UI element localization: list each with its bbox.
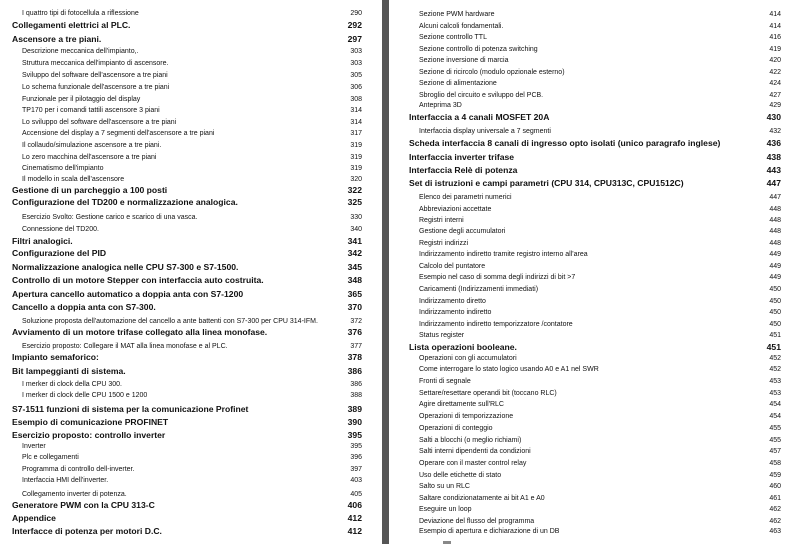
toc-section-entry[interactable] [22, 153, 362, 163]
toc-chapter-entry[interactable] [12, 262, 362, 273]
toc-section-entry[interactable] [419, 389, 781, 399]
toc-section-entry[interactable] [419, 527, 781, 537]
toc-entry-title: Sezione controllo TTL [419, 34, 487, 41]
toc-page-number: 449 [769, 263, 781, 270]
toc-page-number: 443 [766, 165, 781, 175]
toc-page-number: 451 [769, 332, 781, 339]
toc-entry-title: Lo zero macchina dell'ascensore a tre piani [22, 154, 157, 161]
toc-page-number: 450 [769, 321, 781, 328]
toc-chapter-entry[interactable] [12, 197, 362, 208]
toc-page-number: 449 [769, 251, 781, 258]
toc-section-entry[interactable] [419, 482, 781, 492]
toc-page-number: 314 [350, 107, 362, 114]
toc-entry-title: Sezione controllo di potenza switching [419, 46, 538, 53]
toc-page-number: 376 [347, 327, 362, 337]
toc-entry-title: Set di istruzioni e campi parametri (CPU 314, CPU313C, CPU1512C) [409, 178, 684, 188]
toc-page-number: 406 [347, 500, 362, 510]
toc-page-number: 365 [347, 289, 362, 299]
toc-chapter-entry[interactable] [12, 500, 362, 511]
toc-entry-title: Salto su un RLC [419, 483, 470, 490]
toc-entry-title: Sviluppo del software dell'ascensore a tre piani [22, 72, 168, 79]
toc-page-number: 319 [350, 154, 362, 161]
toc-section-entry[interactable] [22, 83, 362, 93]
toc-section-entry[interactable] [22, 164, 362, 174]
toc-chapter-entry[interactable] [12, 352, 362, 363]
toc-entry-title: Descrizione meccanica dell'impianto,. [22, 48, 139, 55]
toc-section-entry[interactable] [419, 308, 781, 318]
toc-page-number: 397 [350, 466, 362, 473]
toc-page-number: 422 [769, 69, 781, 76]
toc-page-number: 457 [769, 448, 781, 455]
toc-page-number: 450 [769, 298, 781, 305]
toc-entry-title: Cancello a doppia anta con S7-300. [12, 302, 156, 312]
toc-section-entry[interactable] [419, 193, 781, 203]
toc-section-entry[interactable] [419, 273, 781, 283]
toc-page-number: 348 [347, 275, 362, 285]
toc-page-number: 372 [350, 318, 362, 325]
toc-page-number: 451 [766, 342, 781, 352]
toc-entry-title: Collegamento inverter di potenza. [22, 491, 127, 498]
toc-entry-title: Operazioni di temporizzazione [419, 413, 514, 420]
toc-section-entry[interactable] [22, 453, 362, 463]
toc-section-entry[interactable] [419, 91, 781, 101]
toc-section-entry[interactable] [419, 320, 781, 330]
toc-section-entry[interactable] [419, 297, 781, 307]
toc-page-number: 303 [350, 60, 362, 67]
toc-page-number: 319 [350, 165, 362, 172]
toc-entry-title: Esempio nel caso di somma degli indirizzi di bit >7 [419, 274, 576, 281]
toc-chapter-entry[interactable] [12, 20, 362, 31]
toc-section-entry[interactable] [22, 342, 362, 352]
toc-page-number: 448 [769, 240, 781, 247]
toc-section-entry[interactable] [22, 95, 362, 105]
toc-entry-title: Impianto semaforico: [12, 352, 99, 362]
toc-entry-title: Interfacce di potenza per motori D.C. [12, 526, 162, 536]
toc-chapter-entry[interactable] [12, 302, 362, 313]
toc-entry-title: Lista operazioni booleane. [409, 342, 517, 352]
toc-entry-title: Collegamenti elettrici al PLC. [12, 20, 131, 30]
toc-entry-title: Appendice [12, 513, 56, 523]
toc-section-entry[interactable] [419, 494, 781, 504]
toc-page-number: 462 [769, 506, 781, 513]
toc-page-number: 420 [769, 57, 781, 64]
toc-page-number: 386 [350, 381, 362, 388]
toc-page-number: 403 [350, 477, 362, 484]
toc-page-number: 412 [347, 526, 362, 536]
toc-chapter-entry[interactable] [409, 178, 781, 189]
toc-entry-title: Sezione PWM hardware [419, 11, 495, 18]
toc-section-entry[interactable] [22, 9, 362, 19]
toc-page-number: 320 [350, 176, 362, 183]
toc-entry-title: Il collaudo/simulazione ascensore a tre piani. [22, 142, 162, 149]
toc-page-number: 319 [350, 142, 362, 149]
toc-section-entry[interactable] [22, 106, 362, 116]
toc-section-entry[interactable] [22, 47, 362, 57]
toc-page-number: 450 [769, 286, 781, 293]
toc-entry-title: Esempio di comunicazione PROFINET [12, 417, 169, 427]
toc-page-number: 454 [769, 401, 781, 408]
toc-section-entry[interactable] [22, 175, 362, 185]
toc-entry-title: Agire direttamente sull'RLC [419, 401, 504, 408]
toc-section-entry[interactable] [419, 227, 781, 237]
toc-page-number: 303 [350, 48, 362, 55]
toc-chapter-entry[interactable] [12, 430, 362, 441]
toc-entry-title: Gestione degli accumulatori [419, 228, 506, 235]
toc-page-number: 405 [350, 491, 362, 498]
toc-entry-title: I merker di clock delle CPU 1500 e 1200 [22, 392, 148, 399]
toc-entry-title: Lo sviluppo del software dell'ascensore a tre piani [22, 119, 177, 126]
toc-entry-title: Saltare condizionatamente ai bit A1 e A0 [419, 495, 545, 502]
toc-entry-title: Eseguire un loop [419, 506, 472, 513]
toc-page-number: 432 [769, 128, 781, 135]
toc-chapter-entry[interactable] [12, 513, 362, 524]
toc-section-entry[interactable] [419, 412, 781, 422]
toc-page-number: 322 [347, 185, 362, 195]
toc-page-number: 412 [347, 513, 362, 523]
toc-entry-title: Calcolo del puntatore [419, 263, 486, 270]
toc-entry-title: Sezione di ricircolo (modulo opzionale esterno) [419, 69, 565, 76]
toc-entry-title: Cinematismo dell'impianto [22, 165, 104, 172]
toc-entry-title: Controllo di un motore Stepper con interfaccia auto costruita. [12, 275, 264, 285]
toc-section-entry[interactable] [419, 127, 781, 137]
toc-page-number: 414 [769, 23, 781, 30]
toc-entry-title: Salti a blocchi (o meglio richiami) [419, 437, 522, 444]
toc-chapter-entry[interactable] [12, 236, 362, 247]
toc-section-entry[interactable] [419, 10, 781, 20]
toc-section-entry[interactable] [419, 354, 781, 364]
toc-section-entry[interactable] [22, 380, 362, 390]
toc-entry-title: Ascensore a tre piani. [12, 34, 102, 44]
toc-page-number: 330 [350, 214, 362, 221]
toc-page-number: 395 [347, 430, 362, 440]
toc-entry-title: Normalizzazione analogica nelle CPU S7-300 e S7-1500. [12, 262, 239, 272]
toc-entry-title: Accensione del display a 7 segmenti dell'ascensore a tre piani [22, 130, 215, 137]
toc-entry-title: Operazioni con gli accumulatori [419, 355, 517, 362]
toc-entry-title: Settare/resettare operandi bit (toccano RLC) [419, 390, 557, 397]
toc-section-entry[interactable] [22, 476, 362, 486]
toc-section-entry[interactable] [22, 490, 362, 500]
toc-section-entry[interactable] [419, 400, 781, 410]
toc-section-entry[interactable] [22, 442, 362, 452]
toc-page-number: 447 [766, 178, 781, 188]
toc-entry-title: Avviamento di un motore trifase collegato alla linea monofase. [12, 327, 268, 337]
toc-page-number: 414 [769, 11, 781, 18]
toc-entry-title: Indirizzamento indiretto tramite registro interno all'area [419, 251, 588, 258]
toc-section-entry[interactable] [419, 205, 781, 215]
toc-section-entry[interactable] [419, 447, 781, 457]
toc-right-column [389, 0, 791, 544]
toc-section-entry[interactable] [419, 239, 781, 249]
toc-page-number: 448 [769, 228, 781, 235]
toc-page-number: 396 [350, 454, 362, 461]
toc-entry-title: Lo schema funzionale dell'ascensore a tre piani [22, 84, 170, 91]
toc-entry-title: Generatore PWM con la CPU 313-C [12, 500, 155, 510]
toc-page-number: 448 [769, 217, 781, 224]
toc-page-number: 378 [347, 352, 362, 362]
toc-chapter-entry[interactable] [12, 275, 362, 286]
toc-section-entry[interactable] [419, 79, 781, 89]
toc-chapter-entry[interactable] [12, 34, 362, 45]
toc-page-number: 453 [769, 390, 781, 397]
toc-page-number: 325 [347, 197, 362, 207]
toc-entry-title: Programma di controllo dell-inverter. [22, 466, 135, 473]
toc-entry-title: Configurazione del PID [12, 248, 107, 258]
toc-section-entry[interactable] [419, 262, 781, 272]
toc-page-number: 419 [769, 46, 781, 53]
toc-section-entry[interactable] [22, 129, 362, 139]
toc-page-number: 427 [769, 92, 781, 99]
toc-page-number: 345 [347, 262, 362, 272]
toc-entry-title: Interfaccia a 4 canali MOSFET 20A [409, 112, 550, 122]
toc-entry-title: Connessione del TD200. [22, 226, 99, 233]
toc-page-number: 306 [350, 84, 362, 91]
toc-chapter-entry[interactable] [409, 152, 781, 163]
toc-page-number: 340 [350, 226, 362, 233]
toc-section-entry[interactable] [419, 216, 781, 226]
toc-page-number: 341 [347, 236, 362, 246]
toc-page-number: 389 [347, 404, 362, 414]
toc-section-entry[interactable] [22, 317, 362, 327]
toc-page-number: 436 [766, 138, 781, 148]
toc-page-number: 454 [769, 413, 781, 420]
toc-entry-title: Come interrogare lo stato logico usando A0 e A1 nel SWR [419, 366, 599, 373]
toc-entry-title: Interfaccia Relè di potenza [409, 165, 518, 175]
toc-entry-title: Apertura cancello automatico a doppia anta con S7-1200 [12, 289, 244, 299]
toc-page-number: 386 [347, 366, 362, 376]
toc-page-number: 395 [350, 443, 362, 450]
toc-page-number: 452 [769, 355, 781, 362]
toc-chapter-entry[interactable] [12, 417, 362, 428]
toc-chapter-entry[interactable] [409, 165, 781, 176]
toc-entry-title: Status register [419, 332, 465, 339]
toc-page-number: 448 [769, 206, 781, 213]
toc-chapter-entry[interactable] [409, 342, 781, 353]
toc-entry-title: Elenco dei parametri numerici [419, 194, 512, 201]
toc-chapter-entry[interactable] [12, 526, 362, 537]
toc-section-entry[interactable] [22, 225, 362, 235]
toc-chapter-entry[interactable] [12, 289, 362, 300]
toc-page-number: 447 [769, 194, 781, 201]
toc-page-number: 317 [350, 130, 362, 137]
toc-entry-title: Registri interni [419, 217, 464, 224]
page-divider [382, 0, 389, 544]
toc-page-number: 370 [347, 302, 362, 312]
toc-page-number: 305 [350, 72, 362, 79]
toc-section-entry[interactable] [22, 118, 362, 128]
toc-section-entry[interactable] [419, 517, 781, 527]
toc-entry-title: Indirizzamento indiretto temporizzatore /contatore [419, 321, 573, 328]
toc-section-entry[interactable] [419, 331, 781, 341]
toc-entry-title: Salti interni dipendenti da condizioni [419, 448, 531, 455]
toc-page-number: 416 [769, 34, 781, 41]
toc-page-number: 455 [769, 437, 781, 444]
toc-chapter-entry[interactable] [12, 404, 362, 415]
toc-chapter-entry[interactable] [409, 112, 781, 123]
toc-page-number: 297 [347, 34, 362, 44]
toc-entry-title: Configurazione del TD200 e normalizzazione analogica. [12, 197, 238, 207]
toc-entry-title: Uso delle etichette di stato [419, 472, 502, 479]
toc-section-entry[interactable] [419, 250, 781, 260]
toc-page-number: 455 [769, 425, 781, 432]
toc-entry-title: Registri indirizzi [419, 240, 469, 247]
toc-entry-title: Interfaccia inverter trifase [409, 152, 515, 162]
toc-page-number: 453 [769, 378, 781, 385]
toc-entry-title: Operazioni di conteggio [419, 425, 493, 432]
toc-page-number: 461 [769, 495, 781, 502]
toc-section-entry[interactable] [419, 101, 781, 111]
toc-entry-title: Esempio di apertura e dichiarazione di un DB [419, 528, 560, 535]
toc-entry-title: Operare con il master control relay [419, 460, 527, 467]
toc-entry-title: Anteprima 3D [419, 102, 462, 109]
toc-entry-title: TP170 per i comandi tattili ascensore 3 piani [22, 107, 160, 114]
toc-entry-title: Filtri analogici. [12, 236, 73, 246]
toc-entry-title: Sezione di alimentazione [419, 80, 497, 87]
toc-section-entry[interactable] [22, 59, 362, 69]
toc-page-number: 463 [769, 528, 781, 535]
toc-page-number: 458 [769, 460, 781, 467]
toc-page-number: 308 [350, 96, 362, 103]
toc-section-entry[interactable] [419, 436, 781, 446]
toc-section-entry[interactable] [419, 471, 781, 481]
toc-chapter-entry[interactable] [12, 185, 362, 196]
toc-section-entry[interactable] [419, 377, 781, 387]
toc-entry-title: Deviazione del flusso del programma [419, 518, 535, 525]
toc-section-entry[interactable] [419, 459, 781, 469]
toc-page-number: 292 [347, 20, 362, 30]
toc-entry-title: Interfaccia display universale a 7 segmenti [419, 128, 551, 135]
toc-section-entry[interactable] [419, 285, 781, 295]
toc-page-number: 342 [347, 248, 362, 258]
toc-entry-title: Esercizio proposto: controllo inverter [12, 430, 166, 440]
toc-page-number: 429 [769, 102, 781, 109]
toc-entry-title: I quattro tipi di fotocellula a riflessione [22, 10, 139, 17]
toc-entry-title: Esercizio Svolto: Gestione carico e scarico di una vasca. [22, 214, 198, 221]
toc-entry-title: Funzionale per il pilotaggio del display [22, 96, 141, 103]
toc-entry-title: Il modello in scala dell'ascensore [22, 176, 125, 183]
toc-page-number: 450 [769, 309, 781, 316]
toc-section-entry[interactable] [419, 33, 781, 43]
toc-entry-title: Abbreviazioni accettate [419, 206, 492, 213]
toc-page-number: 424 [769, 80, 781, 87]
toc-section-entry[interactable] [22, 391, 362, 401]
toc-section-entry[interactable] [419, 56, 781, 66]
toc-page-number: 460 [769, 483, 781, 490]
toc-entry-title: S7-1511 funzioni di sistema per la comunicazione Profinet [12, 404, 249, 414]
toc-section-entry[interactable] [22, 213, 362, 223]
toc-page-number: 290 [350, 10, 362, 17]
toc-entry-title: Plc e collegamenti [22, 454, 79, 461]
toc-section-entry[interactable] [419, 505, 781, 515]
toc-page-number: 449 [769, 274, 781, 281]
toc-section-entry[interactable] [22, 141, 362, 151]
toc-entry-title: Bit lampeggianti di sistema. [12, 366, 126, 376]
toc-entry-title: Gestione di un parcheggio a 100 posti [12, 185, 168, 195]
toc-page-number: 438 [766, 152, 781, 162]
toc-page-number: 388 [350, 392, 362, 399]
toc-entry-title: Scheda interfaccia 8 canali di ingresso opto isolati (unico paragrafo inglese) [409, 138, 721, 148]
toc-page-number: 459 [769, 472, 781, 479]
toc-entry-title: Caricamenti (Indirizzamenti immediati) [419, 286, 539, 293]
toc-entry-title: Sezione inversione di marcia [419, 57, 509, 64]
toc-entry-title: Struttura meccanica dell'impianto di ascensore. [22, 60, 169, 67]
toc-section-entry[interactable] [22, 465, 362, 475]
toc-section-entry[interactable] [419, 68, 781, 78]
toc-entry-title: Sbroglio del circuito e sviluppo del PCB. [419, 92, 544, 99]
toc-section-entry[interactable] [22, 71, 362, 81]
toc-chapter-entry[interactable] [409, 138, 781, 149]
toc-chapter-entry[interactable] [12, 327, 362, 338]
toc-entry-title: Fronti di segnale [419, 378, 471, 385]
toc-page-number: 452 [769, 366, 781, 373]
toc-section-entry[interactable] [419, 22, 781, 32]
toc-left-column [0, 0, 382, 544]
toc-page-number: 462 [769, 518, 781, 525]
toc-chapter-entry[interactable] [12, 248, 362, 259]
toc-section-entry[interactable] [419, 424, 781, 434]
toc-entry-title: Alcuni calcoli fondamentali. [419, 23, 504, 30]
toc-section-entry[interactable] [419, 365, 781, 375]
toc-entry-title: Indirizzamento diretto [419, 298, 486, 305]
toc-entry-title: Indirizzamento indiretto [419, 309, 492, 316]
toc-entry-title: Inverter [22, 443, 46, 450]
toc-entry-title: Esercizio proposto: Collegare il MAT alla linea monofase e al PLC. [22, 343, 228, 350]
toc-chapter-entry[interactable] [12, 366, 362, 377]
toc-page-number: 377 [350, 343, 362, 350]
toc-page-number: 314 [350, 119, 362, 126]
toc-entry-title: Interfaccia HMI dell'inverter. [22, 477, 109, 484]
toc-page-number: 430 [766, 112, 781, 122]
toc-page-number: 390 [347, 417, 362, 427]
toc-entry-title: Soluzione proposta dell'automazione del cancello a ante battenti con S7-300 per CPU 314-IFM. [22, 318, 318, 325]
toc-section-entry[interactable] [419, 45, 781, 55]
toc-entry-title: I merker di clock della CPU 300. [22, 381, 122, 388]
